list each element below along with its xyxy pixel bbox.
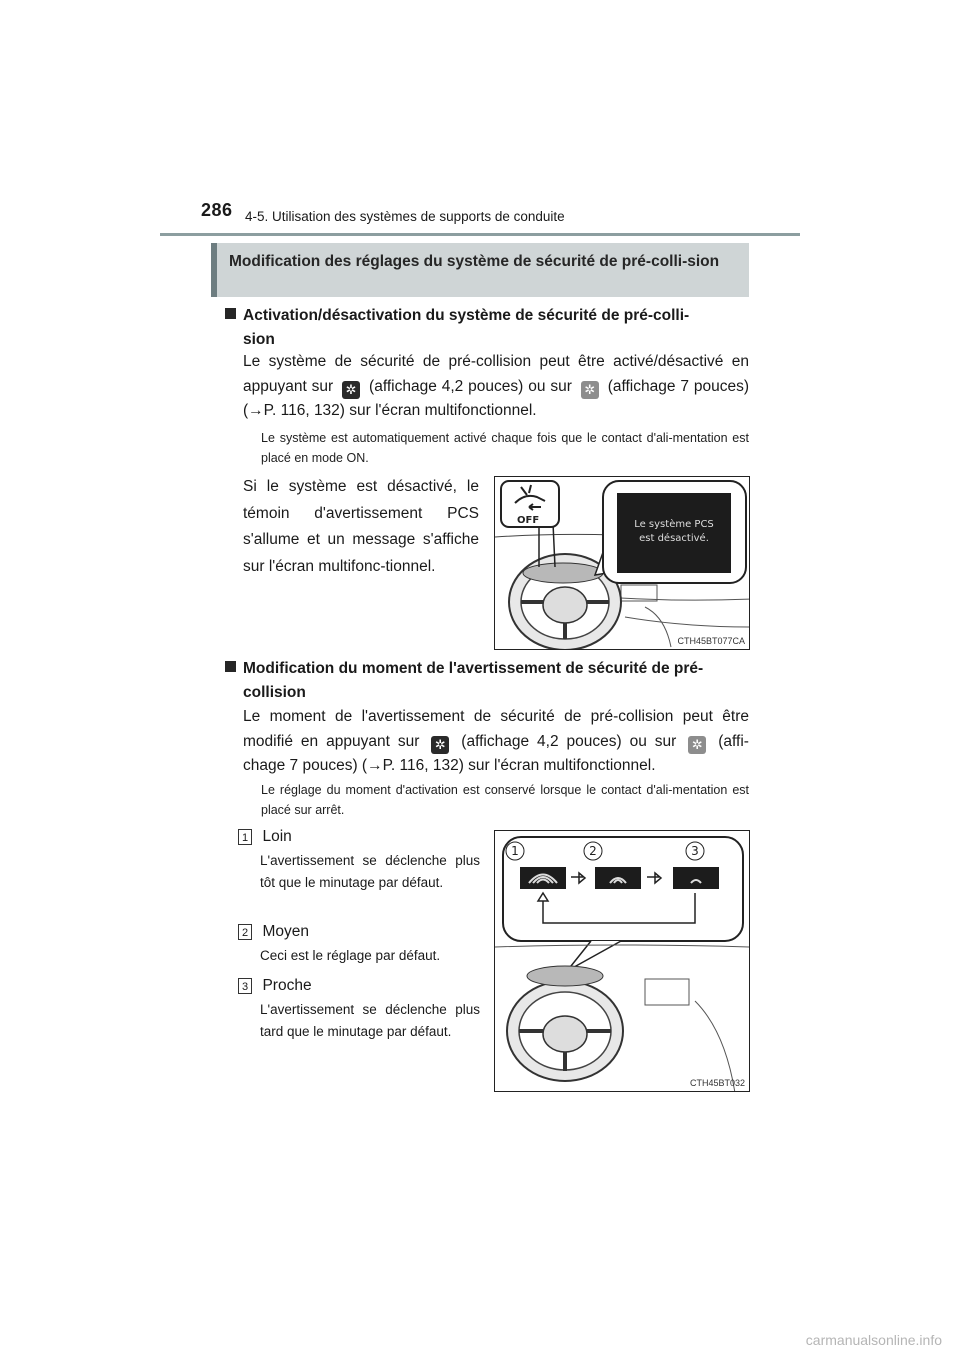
gear-icon: ✲ [342, 381, 360, 399]
svg-text:Le système PCS: Le système PCS [634, 519, 714, 530]
section-title: Modification des réglages du système de sécurité de pré-colli-sion [211, 243, 749, 297]
square-bullet-icon [225, 308, 236, 319]
figure-pcs-off [494, 476, 750, 650]
list-item: 3 Proche L'avertissement se déclenche plus tard que le minutage par défaut. [238, 977, 480, 1042]
gear-icon: ✲ [688, 736, 706, 754]
gear-icon: ✲ [581, 381, 599, 399]
dashboard-illustration [495, 477, 750, 650]
svg-text:est désactivé.: est désactivé. [639, 533, 709, 544]
list-item: 2 Moyen Ceci est le réglage par défaut. [238, 923, 480, 967]
paragraph-pcs-warning: Si le système est désactivé, le témoin d'avertissement PCS s'allume et un message s'affiche sur l'écran multifonc-tionnel. [243, 478, 479, 575]
watermark: carmanualsonline.info [805, 1332, 942, 1348]
figure-code: CTH45BT032 [689, 1078, 745, 1088]
timing-illustration [495, 831, 750, 1092]
note-activation: Le système est automatiquement activé chaque fois que le contact d'ali-mentation est placé en mode ON. [261, 431, 749, 465]
page-number: 286 [201, 200, 233, 220]
figure-warning-timing [494, 830, 750, 1092]
figure-code: CTH45BT077CA [677, 636, 745, 646]
paragraph-timing: Le moment de l'avertissement de sécurité de pré-collision peut être modifié en appuyant sur ✲ (affichage 4,2 pouces) ou sur ✲ (affi-chage 7 pouces) (→P. 116, 132) sur l'écran multifonctionnel. [243, 708, 749, 774]
svg-text:2: 2 [589, 844, 597, 858]
gear-icon: ✲ [431, 736, 449, 754]
note-timing: Le réglage du moment d'activation est conservé lorsque le contact d'ali-mentation est placé sur arrêt. [261, 783, 749, 817]
list-item: 1 Loin L'avertissement se déclenche plus tôt que le minutage par défaut. [238, 828, 480, 893]
svg-text:3: 3 [691, 844, 699, 858]
chapter-heading: 4-5. Utilisation des systèmes de supports de conduite [245, 209, 565, 224]
svg-text:1: 1 [511, 844, 519, 858]
svg-text:OFF: OFF [517, 515, 540, 526]
paragraph-activation: Le système de sécurité de pré-collision peut être activé/désactivé en appuyant sur ✲ (affichage 4,2 pouces) ou sur ✲ (affichage 7 pouces) (→P. 116, 132) sur l'écran multifonctionnel. [243, 353, 750, 419]
subheading-timing: Modification du moment de l'avertissement de sécurité de pré- collision [225, 657, 749, 705]
square-bullet-icon [225, 661, 236, 672]
header-rule [160, 233, 800, 236]
subheading-activation: Activation/désactivation du système de sécurité de pré-colli- sion [225, 304, 749, 352]
